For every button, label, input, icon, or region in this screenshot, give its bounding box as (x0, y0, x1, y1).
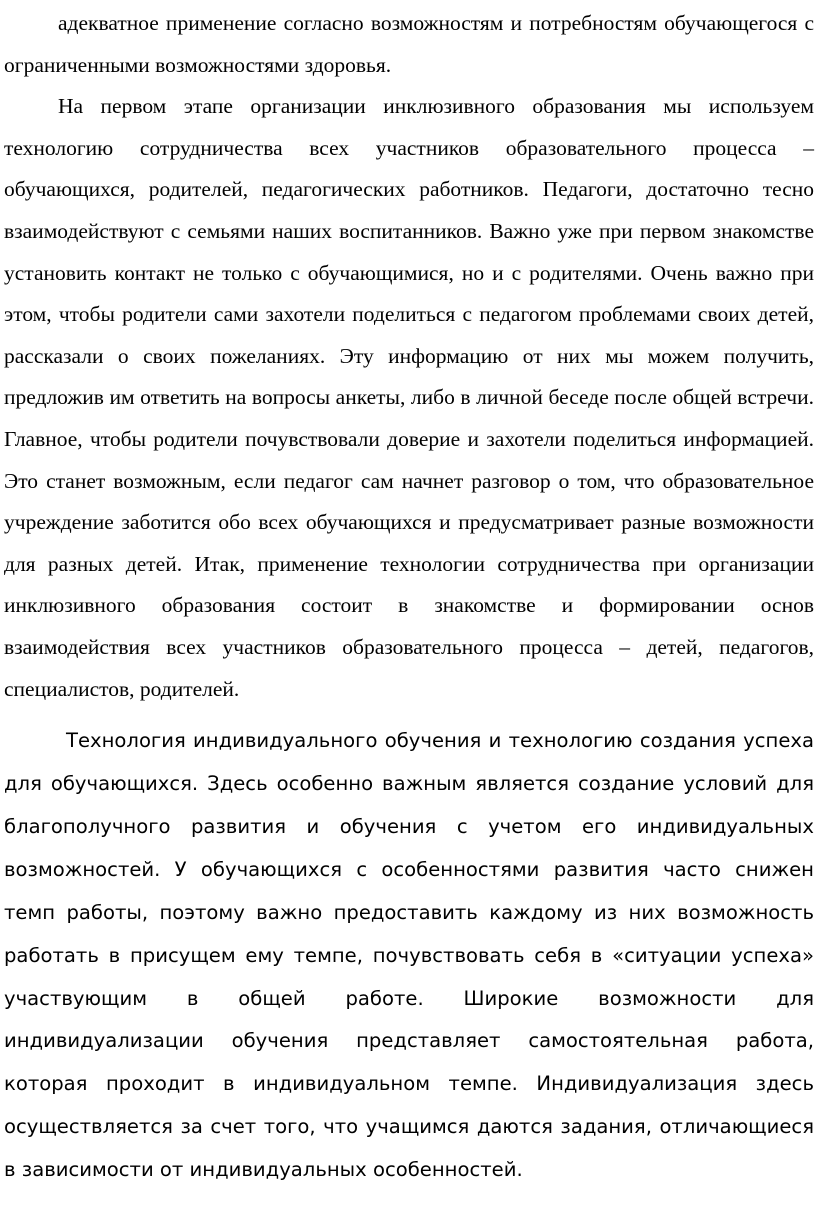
paragraph-individual-learning: Технология индивидуального обучения и технологию создания успеха для обучающихся. Здесь особенно важным является создание условий для благополучного развития и обучения с учетом его индивидуальных возможностей. У обучающихся с особенностями развития часто снижен темп работы, поэтому важно предоставить каждому из них возможность работать в присущем ему темпе, почувствовать себя в «ситуации успеха» участвующим в общей работе. Широкие возможности для индивидуализации обучения представляет самостоятельная работа, которая проходит в индивидуальном темпе. Индивидуализация здесь осуществляется за счет того, что учащимся даются задания, отличающиеся в зависимости от индивидуальных особенностей. (4, 729, 814, 1182)
paragraph-cooperation-technology: На первом этапе организации инклюзивного образования мы используем технологию сотрудничества всех участников образовательного процесса – обучающихся, родителей, педагогических работников. Педагоги, достаточно тесно взаимодействуют с семьями наших воспитанников. Важно уже при первом знакомстве установить контакт не только с обучающимися, но и с родителями. Очень важно при этом, чтобы родители сами захотели поделиться с педагогом проблемами своих детей, рассказали о своих пожеланиях. Эту информацию от них мы можем получить, предложив им ответить на вопросы анкеты, либо в личной беседе после общей встречи. Главное, чтобы родители почувствовали доверие и захотели поделиться информацией. Это станет возможным, если педагог сам начнет разговор о том, что образовательное учреждение заботится обо всех обучающихся и предусматривает разные возможности для разных детей. Итак, применение технологии сотрудничества при организации инклюзивного образования состоит в знакомстве и формировании основ взаимодействия всех участников образовательного процесса – детей, педагогов, специалистов, родителей. (4, 94, 814, 701)
paragraph-continuation: адекватное применение согласно возможностям и потребностям обучающегося с ограниченными возможностями здоровья. (4, 11, 814, 77)
